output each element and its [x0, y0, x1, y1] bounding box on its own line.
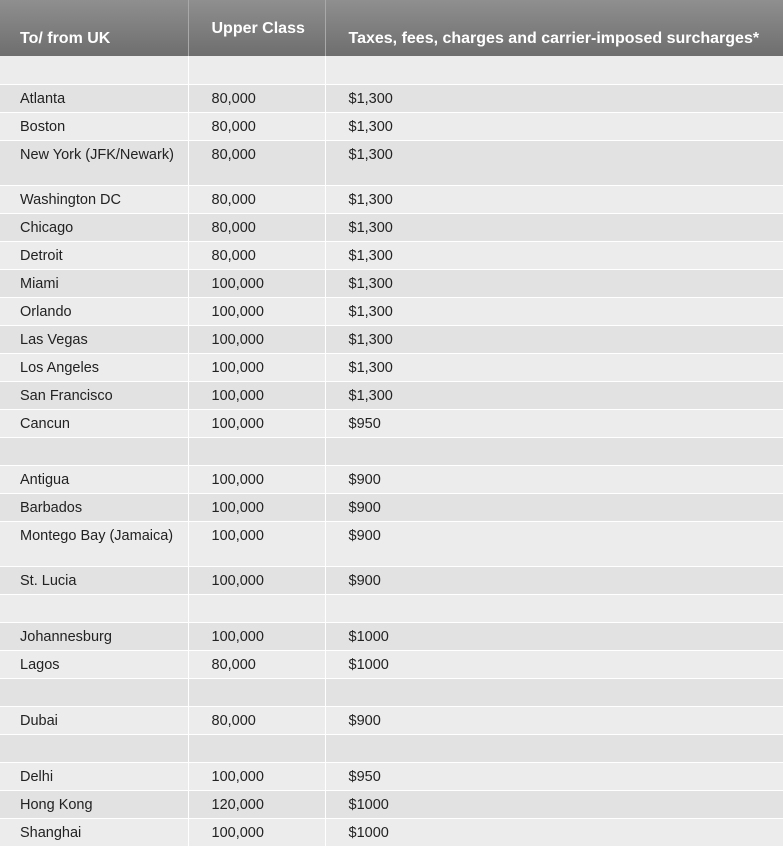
- points-cell: 100,000: [188, 493, 325, 521]
- destination-cell: Boston: [0, 112, 188, 140]
- points-cell: 100,000: [188, 353, 325, 381]
- table-row: [0, 56, 783, 84]
- taxes-cell: $1,300: [325, 381, 783, 409]
- destination-cell: [0, 437, 188, 465]
- points-cell: 80,000: [188, 84, 325, 112]
- destination-cell: Antigua: [0, 465, 188, 493]
- taxes-cell: $1000: [325, 650, 783, 678]
- destination-cell: Las Vegas: [0, 325, 188, 353]
- points-cell: [188, 56, 325, 84]
- taxes-cell: $1,300: [325, 140, 783, 185]
- table-row: [0, 353, 783, 381]
- taxes-cell: $900: [325, 566, 783, 594]
- points-cell: [188, 678, 325, 706]
- taxes-cell: $1,300: [325, 297, 783, 325]
- destination-cell: Atlanta: [0, 84, 188, 112]
- destination-cell: Montego Bay (Jamaica): [0, 521, 188, 566]
- destination-cell: Dubai: [0, 706, 188, 734]
- points-cell: 100,000: [188, 297, 325, 325]
- table-row: [0, 213, 783, 241]
- header-row: [0, 0, 783, 56]
- table-row: [0, 521, 783, 566]
- points-cell: 80,000: [188, 650, 325, 678]
- points-cell: 120,000: [188, 790, 325, 818]
- taxes-cell: $900: [325, 706, 783, 734]
- table-row: [0, 112, 783, 140]
- taxes-cell: [325, 734, 783, 762]
- points-cell: 100,000: [188, 818, 325, 846]
- points-cell: 80,000: [188, 112, 325, 140]
- header-destination: To/ from UK: [0, 0, 188, 56]
- header-taxes: Taxes, fees, charges and carrier-imposed surcharges*: [325, 0, 783, 56]
- points-cell: 100,000: [188, 325, 325, 353]
- header-upper-class: Upper Class: [188, 0, 325, 56]
- destination-cell: Barbados: [0, 493, 188, 521]
- destination-cell: Detroit: [0, 241, 188, 269]
- table-row: [0, 678, 783, 706]
- taxes-cell: $950: [325, 409, 783, 437]
- taxes-cell: $1,300: [325, 112, 783, 140]
- taxes-cell: $1,300: [325, 325, 783, 353]
- destination-cell: Cancun: [0, 409, 188, 437]
- points-cell: 100,000: [188, 409, 325, 437]
- table-row: [0, 185, 783, 213]
- table-row: [0, 734, 783, 762]
- taxes-cell: [325, 437, 783, 465]
- table-row: [0, 325, 783, 353]
- destination-cell: [0, 678, 188, 706]
- table-row: [0, 409, 783, 437]
- taxes-cell: $1,300: [325, 269, 783, 297]
- destination-cell: St. Lucia: [0, 566, 188, 594]
- taxes-cell: $1000: [325, 790, 783, 818]
- points-cell: 100,000: [188, 762, 325, 790]
- table-row: [0, 241, 783, 269]
- table-row: [0, 84, 783, 112]
- destination-cell: [0, 56, 188, 84]
- destination-cell: [0, 594, 188, 622]
- destination-cell: Orlando: [0, 297, 188, 325]
- destination-cell: New York (JFK/Newark): [0, 140, 188, 185]
- destination-cell: Hong Kong: [0, 790, 188, 818]
- table-row: [0, 493, 783, 521]
- taxes-cell: $1,300: [325, 213, 783, 241]
- table-row: [0, 297, 783, 325]
- table-row: [0, 790, 783, 818]
- points-cell: 80,000: [188, 140, 325, 185]
- table-row: [0, 140, 783, 185]
- taxes-cell: $950: [325, 762, 783, 790]
- table-body: [0, 56, 783, 846]
- points-cell: 80,000: [188, 185, 325, 213]
- points-cell: 100,000: [188, 465, 325, 493]
- destination-cell: San Francisco: [0, 381, 188, 409]
- points-cell: [188, 437, 325, 465]
- table-row: [0, 622, 783, 650]
- destination-cell: Johannesburg: [0, 622, 188, 650]
- points-cell: 80,000: [188, 706, 325, 734]
- taxes-cell: [325, 594, 783, 622]
- taxes-cell: $900: [325, 521, 783, 566]
- taxes-cell: $1,300: [325, 241, 783, 269]
- taxes-cell: $900: [325, 465, 783, 493]
- points-cell: 100,000: [188, 269, 325, 297]
- taxes-cell: $1,300: [325, 353, 783, 381]
- taxes-cell: [325, 56, 783, 84]
- destination-cell: Los Angeles: [0, 353, 188, 381]
- destination-cell: Lagos: [0, 650, 188, 678]
- table-row: [0, 762, 783, 790]
- points-cell: 80,000: [188, 241, 325, 269]
- destination-cell: Miami: [0, 269, 188, 297]
- taxes-cell: [325, 678, 783, 706]
- table-row: [0, 437, 783, 465]
- taxes-cell: $1,300: [325, 185, 783, 213]
- taxes-cell: $1000: [325, 622, 783, 650]
- points-cell: 100,000: [188, 521, 325, 566]
- table-row: [0, 594, 783, 622]
- points-cell: [188, 734, 325, 762]
- destination-cell: Shanghai: [0, 818, 188, 846]
- table-row: [0, 465, 783, 493]
- points-cell: 100,000: [188, 622, 325, 650]
- table-row: [0, 650, 783, 678]
- taxes-cell: $1,300: [325, 84, 783, 112]
- destination-cell: Washington DC: [0, 185, 188, 213]
- points-cell: 80,000: [188, 213, 325, 241]
- table-row: [0, 566, 783, 594]
- destination-cell: Chicago: [0, 213, 188, 241]
- table-row: [0, 269, 783, 297]
- table-row: [0, 381, 783, 409]
- table-row: [0, 818, 783, 846]
- destination-cell: Delhi: [0, 762, 188, 790]
- points-cell: 100,000: [188, 381, 325, 409]
- taxes-cell: $900: [325, 493, 783, 521]
- table-row: [0, 706, 783, 734]
- destination-cell: [0, 734, 188, 762]
- table-header: [0, 0, 783, 56]
- points-cell: 100,000: [188, 566, 325, 594]
- taxes-cell: $1000: [325, 818, 783, 846]
- points-cell: [188, 594, 325, 622]
